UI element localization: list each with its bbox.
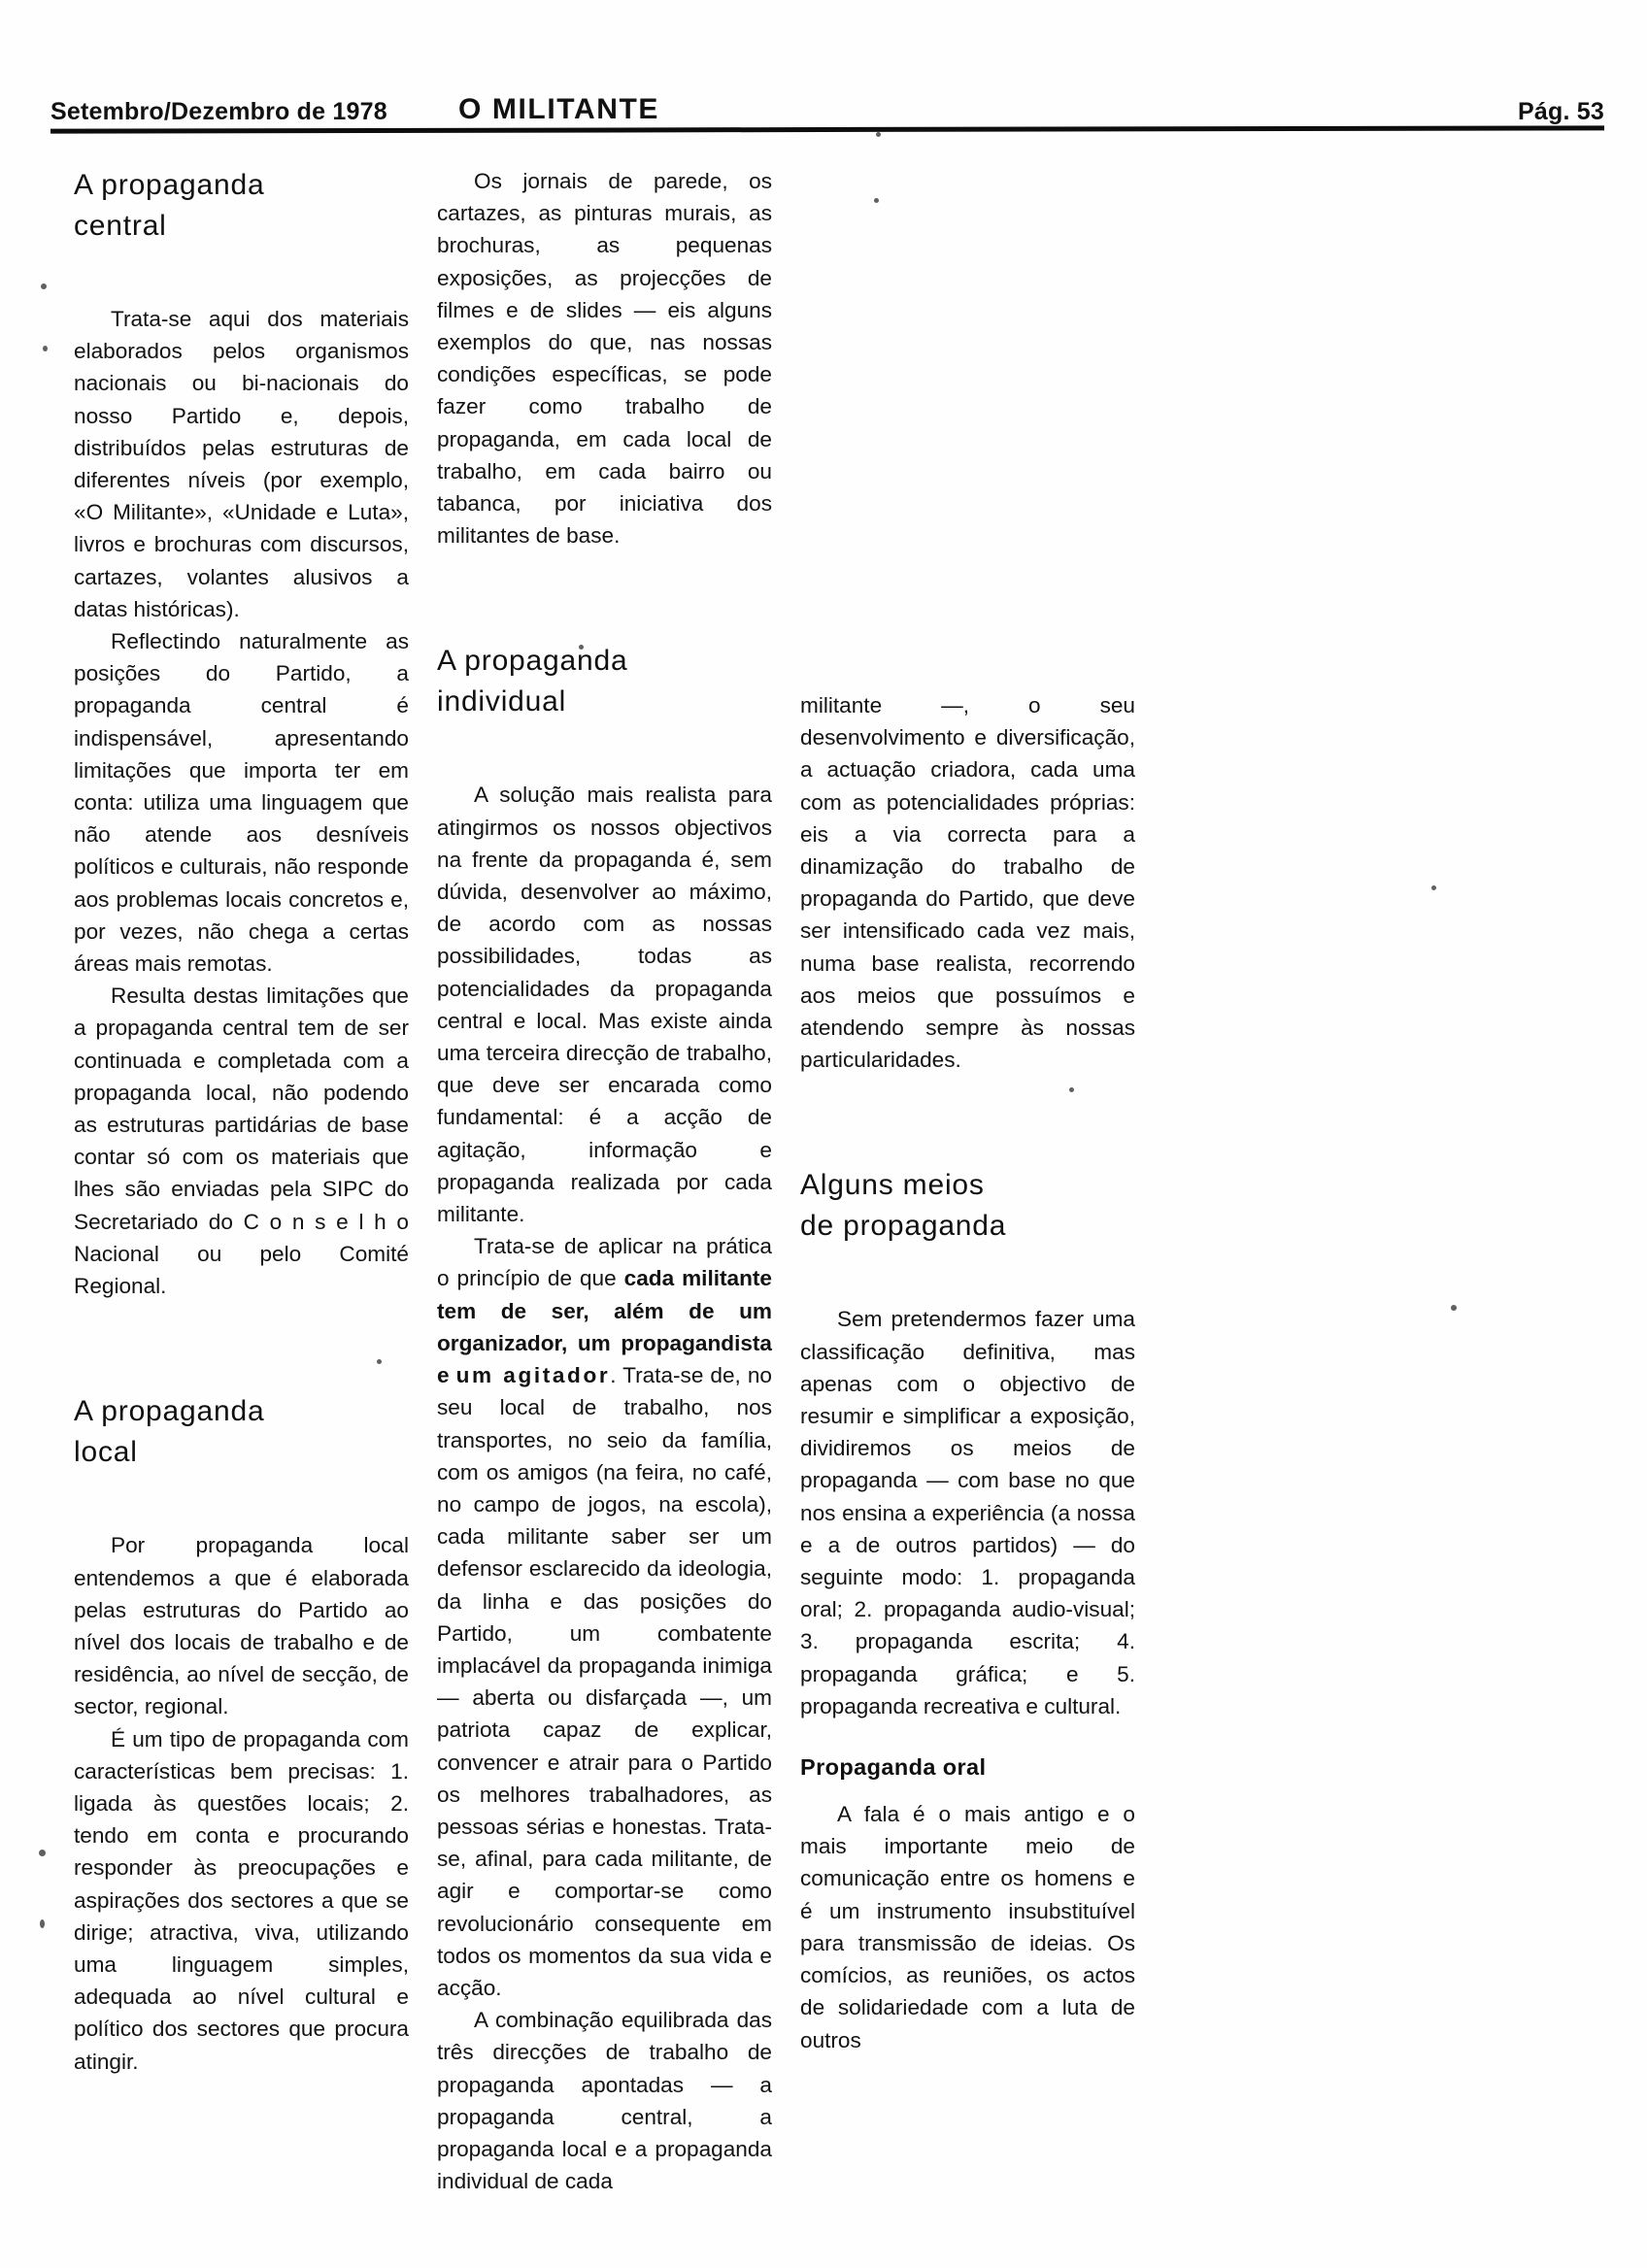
paragraph-mixed <box>437 1230 772 2004</box>
column-2 <box>437 165 772 2197</box>
paragraph: É um tipo de propaganda com características bem precisas: 1. ligada às questões locais; 2. tendo em conta e procurando responder às preocupações e aspirações dos sectores a que se dirige; atractiva, viva, utilizando uma linguagem simples, adequada ao nível cultural e político dos sectores que procura atingir. <box>74 1726 409 2074</box>
spacer <box>74 1473 409 1529</box>
column-1 <box>74 165 409 2078</box>
section-heading-alguns-meios <box>800 1165 1135 1247</box>
paragraph: Por propaganda local entendemos a que é elaborada pelas estruturas do Partido ao nível dos locais de trabalho e de residência, ao nível de secção, de sector, regional. <box>74 1533 409 1719</box>
heading-line-1: A propaganda <box>74 1395 265 1428</box>
paragraph: Os jornais de parede, os cartazes, as pinturas murais, as brochuras, as pequenas exposições, as projecções de filmes e de slides — eis alguns exemplos do que, nas nossas condições específicas, se pode fazer como trabalho de propaganda, em cada local de trabalho, em cada bairro ou tabanca, por iniciativa dos militantes de base. <box>437 169 772 549</box>
paragraph: Sem pretendermos fazer uma classificação definitiva, mas apenas com o objectivo de resumir e simplificar a exposição, dividiremos os meios de propaganda — com base no que nos ensina a experiência (a nossa e a de outros partidos) — do seguinte modo: 1. propaganda oral; 2. propaganda audio-visual; 3. propaganda escrita; 4. propaganda gráfica; e 5. propaganda recreativa e cultural. <box>800 1307 1135 1718</box>
heading-line-2: central <box>74 210 167 242</box>
section-heading-propaganda-central <box>74 165 409 247</box>
heading-line-1: Alguns meios <box>800 1169 985 1202</box>
paragraph: A solução mais realista para atingirmos os nossos objectivos na frente da propaganda é, sem dúvida, desenvolver ao máximo, de acordo com as nossas possibilidades, todas as potencialidades da propaganda central e local. Mas existe ainda uma terceira direcção de trabalho, que deve ser encarada como fundamental: é a acção de agitação, informação e propaganda realizada por cada militante. <box>437 783 772 1227</box>
paragraph-part: . Trata-se de, no seu local de trabalho, nos transportes, no seio da família, com os amigos (na feira, no café, no campo de jogos, na escola), cada militante saber ser um defensor esclarecido da ideologia, da linha e das posições do Partido, um combatente implacável da propaganda inimiga — aberta ou disfarçada —, um patriota capaz de explicar, convencer e atrair para o Partido os melhores trabalhadores, as pessoas sérias e honestas. Trata-se, afinal, para cada militante, de agir e comportar-se como revolucionário consequente em todos os momentos da sua vida e acção. <box>437 1363 772 2000</box>
scan-speck <box>40 1919 45 1928</box>
paragraph: Resulta destas limitações que a propaganda central tem de ser continuada e completada com a propaganda local, não podendo as estruturas partidárias de base contar só com os materiais que lhes são enviadas pela SIPC do Secretariado do C o n s e l h o Nacional ou pelo Comité Regional. <box>74 984 409 1299</box>
article-columns <box>50 165 1604 2223</box>
spacer <box>800 1722 1135 1751</box>
scan-speck <box>39 1850 46 1856</box>
section-heading-propaganda-local <box>74 1391 409 1473</box>
scan-speck <box>41 284 47 289</box>
masthead-date: Setembro/Dezembro de 1978 <box>50 98 387 125</box>
page-masthead <box>50 80 1604 126</box>
heading-line-2: local <box>74 1436 138 1469</box>
heading-line-1: A propaganda <box>437 645 628 678</box>
spacer <box>437 551 772 641</box>
spacer <box>800 1783 1135 1798</box>
publication-title: O MILITANTE <box>458 93 660 125</box>
header-divider-rule <box>50 125 1604 133</box>
spacer <box>437 722 772 779</box>
scan-speck <box>43 346 48 351</box>
emphasis-bold-spaced: um agitador <box>455 1363 611 1388</box>
spacer <box>74 1302 409 1391</box>
heading-line-2: de propaganda <box>800 1210 1007 1243</box>
spacer <box>74 247 409 303</box>
heading-line-2: individual <box>437 685 567 718</box>
column-3 <box>800 165 1135 2056</box>
paragraph-continued: militante —, o seu desenvolvimento e diversificação, a actuação criadora, cada uma com as potencialidades próprias: eis a via correcta para a dinamização do trabalho de propaganda do Partido, que deve ser intensificado cada vez mais, numa base realista, recorrendo aos meios que possuímos e atendendo sempre às nossas particularidades. <box>800 693 1135 1073</box>
scan-speck <box>876 132 881 137</box>
subsection-heading-propaganda-oral: Propaganda oral <box>800 1754 987 1781</box>
paragraph-part: Trata-se de aplicar na prática o princípio de que <box>437 1234 772 1291</box>
section-heading-propaganda-individual <box>437 641 772 722</box>
spacer <box>800 1247 1135 1303</box>
page-number: Pág. 53 <box>1518 98 1604 125</box>
paragraph: Trata-se aqui dos materiais elaborados pelos organismos nacionais ou bi-nacionais do nosso Partido e, depois, distribuídos pelas estruturas de diferentes níveis (por exemplo, «O Militante», «Unidade e Luta», livros e brochuras com discursos, cartazes, volantes alusivos a datas históricas). <box>74 307 409 621</box>
heading-line-1: A propaganda <box>74 169 265 201</box>
paragraph: A combinação equilibrada das três direcções de trabalho de propaganda apontadas — a propaganda central, a propaganda local e a propaganda individual de cada <box>437 2008 772 2194</box>
paragraph: Reflectindo naturalmente as posições do Partido, a propaganda central é indispensável, apresentando limitações que importa ter em conta: utiliza uma linguagem que não atende aos desníveis políticos e culturais, não responde aos problemas locais concretos e, por vezes, não chega a certas áreas mais remotas. <box>74 629 409 977</box>
emphasis-bold: cada militante tem de ser, além de um organizador, um propagandista e <box>437 1266 772 1388</box>
paragraph: A fala é o mais antigo e o mais importante meio de comunicação entre os homens e é um instrumento insubstituível para transmissão de ideias. Os comícios, as reuniões, os actos de solidariedade com a luta de outros <box>800 1802 1135 2052</box>
spacer <box>800 1076 1135 1165</box>
